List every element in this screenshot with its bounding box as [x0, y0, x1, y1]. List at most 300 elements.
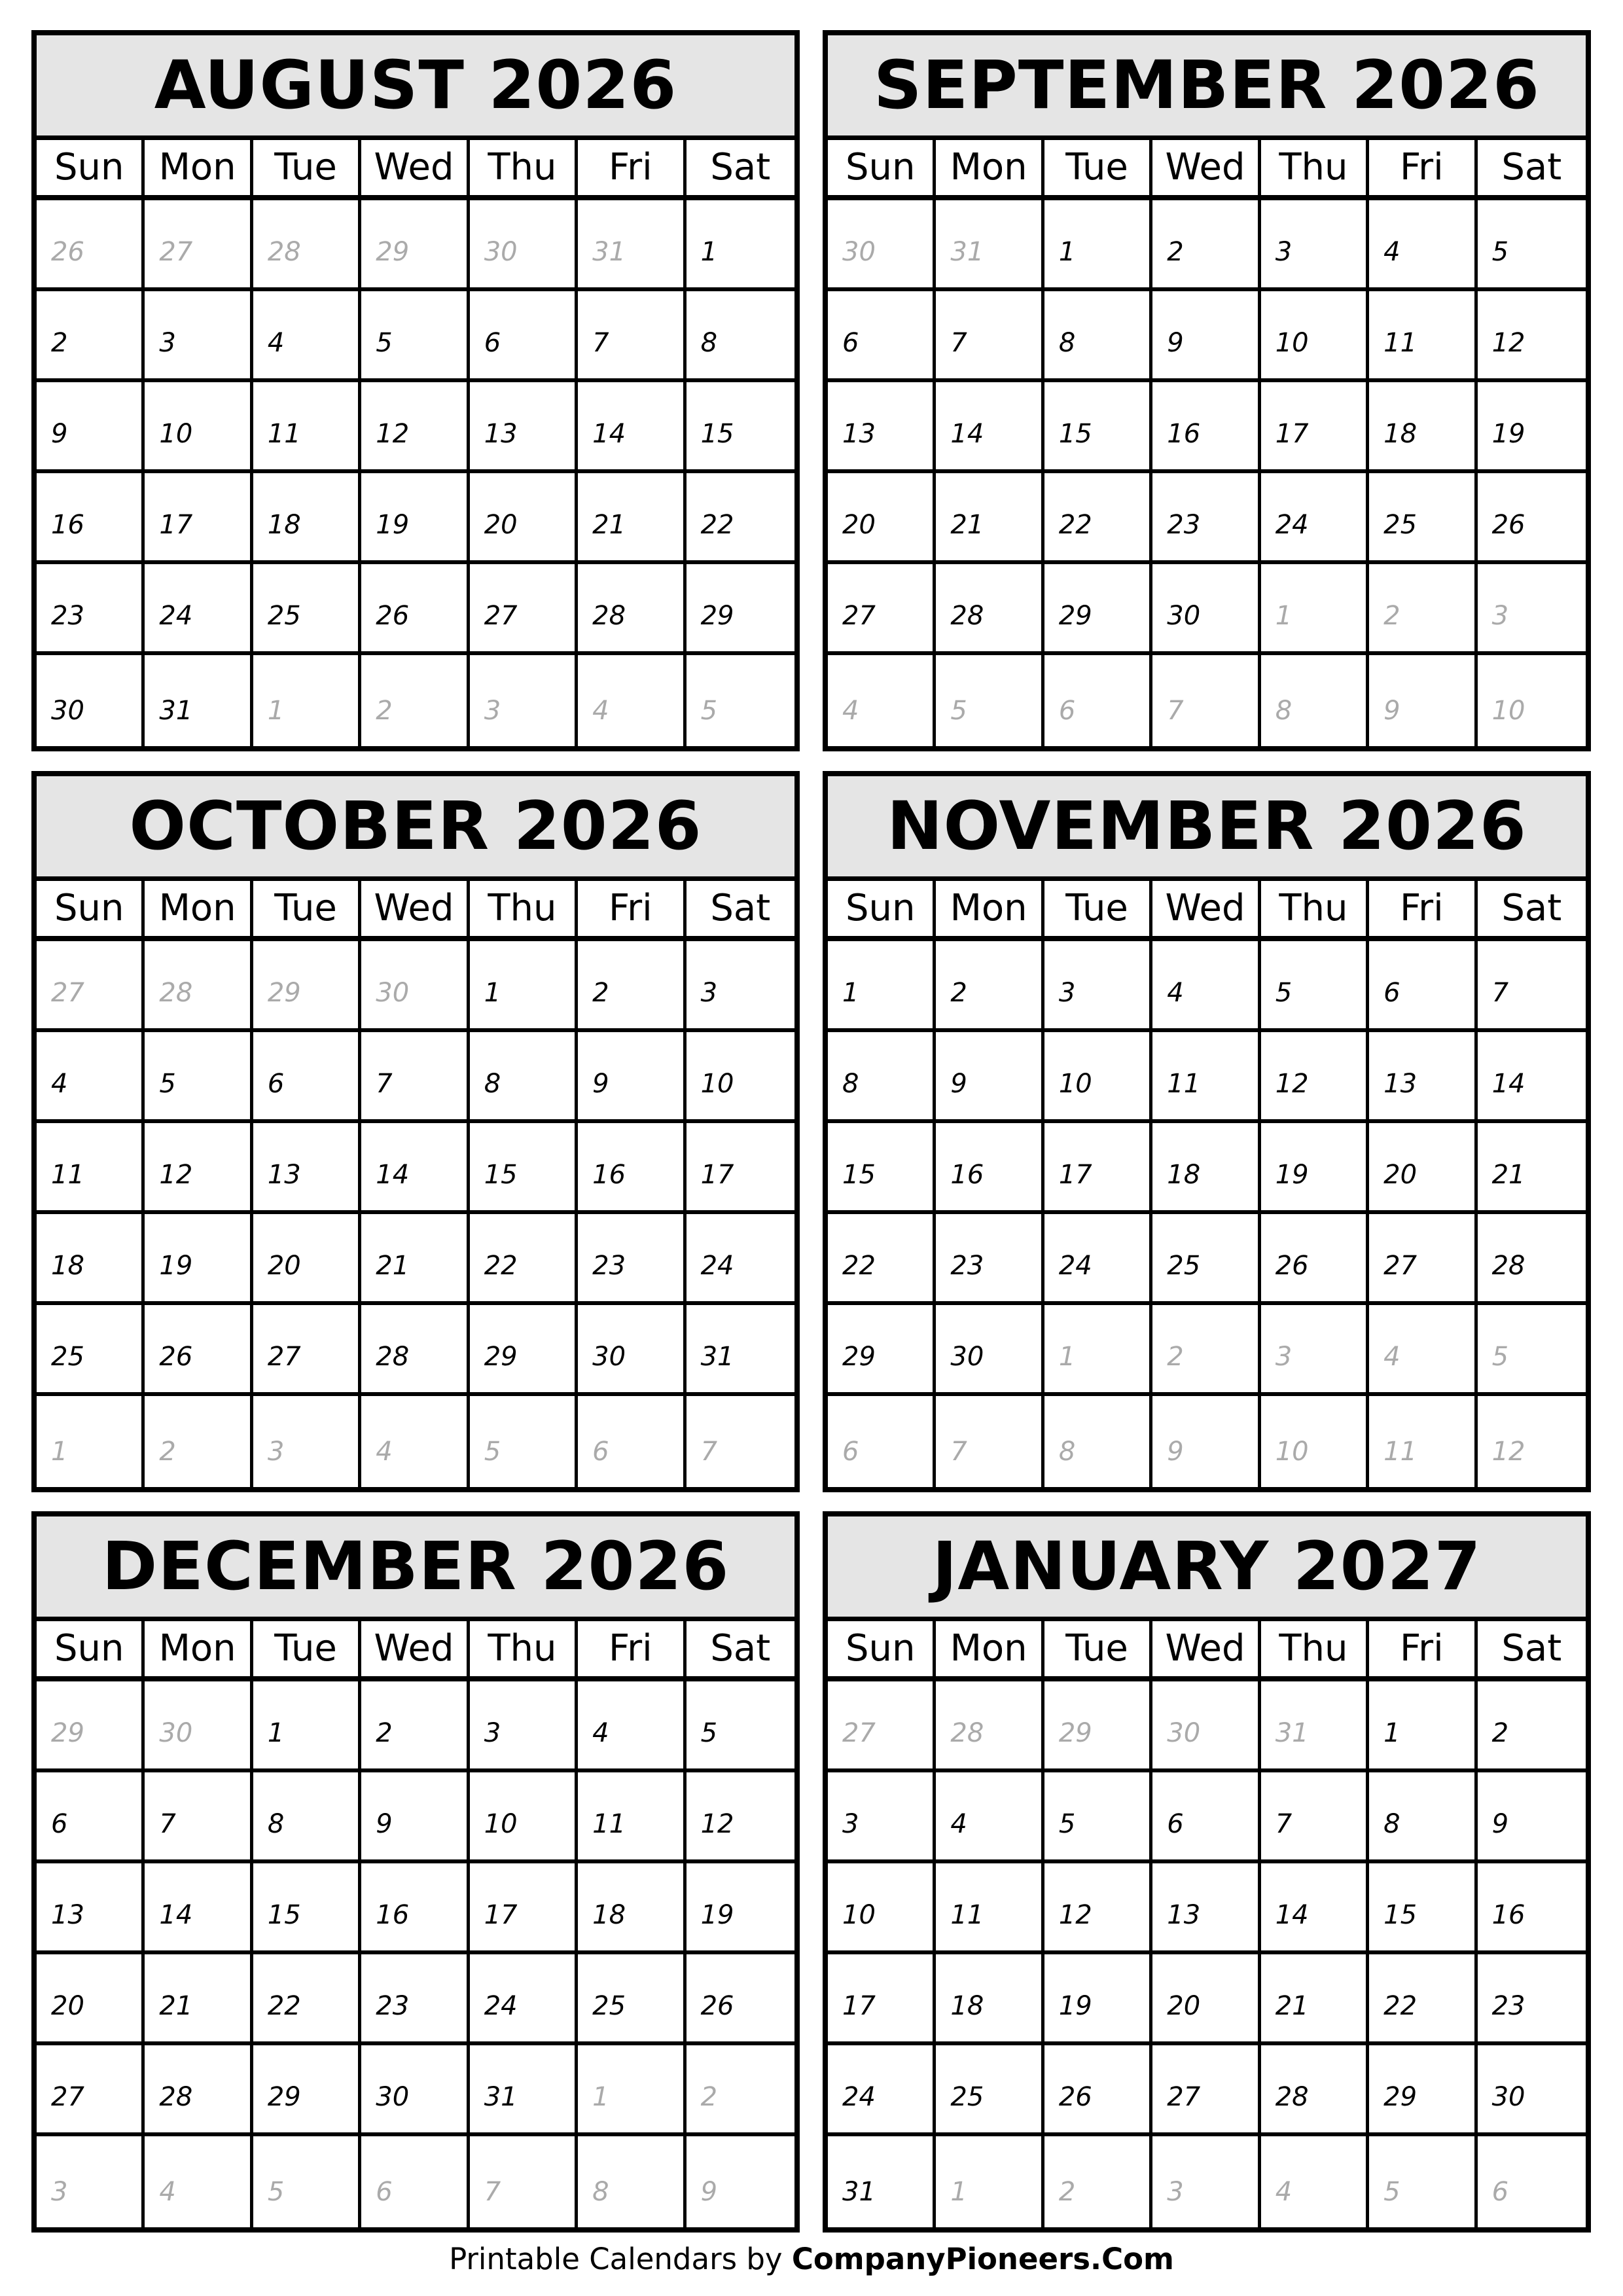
date-cell: [1261, 1214, 1369, 1305]
date-cell: [145, 1214, 253, 1305]
date-cell: [1152, 1954, 1260, 2045]
date-cell: [687, 1214, 794, 1305]
date-cell-adjacent-month: [1152, 1305, 1260, 1396]
date-cell-adjacent-month: [361, 941, 469, 1032]
date-cell: [1478, 291, 1586, 382]
date-number: 11: [1383, 328, 1418, 358]
date-number: 12: [159, 1160, 193, 1190]
date-number: 17: [1058, 1160, 1092, 1190]
date-cell: [936, 473, 1044, 564]
date-number: 24: [484, 1991, 518, 2021]
weekday-header-row: [828, 140, 1586, 200]
weekday-header-row: [828, 881, 1586, 941]
date-cell: [936, 382, 1044, 473]
date-cell: [1478, 1681, 1586, 1772]
date-cell: [1261, 1772, 1369, 1863]
date-cell: [1478, 1032, 1586, 1123]
date-number: 28: [1275, 2082, 1309, 2112]
date-number: 5: [267, 2177, 285, 2207]
date-number: 29: [1058, 1718, 1092, 1748]
date-cell: [1044, 564, 1152, 655]
date-number: 4: [1167, 978, 1184, 1008]
date-number: 18: [950, 1991, 984, 2021]
date-cell-adjacent-month: [578, 2136, 686, 2227]
date-number: 28: [592, 601, 626, 631]
date-number: 16: [1167, 419, 1201, 449]
date-cell: [1044, 473, 1152, 564]
date-number: 19: [159, 1251, 193, 1281]
date-number: 31: [592, 237, 626, 267]
date-number: 20: [842, 510, 876, 540]
date-number: 28: [267, 237, 301, 267]
date-number: 4: [1383, 1342, 1400, 1372]
date-cell: [1152, 941, 1260, 1032]
date-cell: [253, 382, 361, 473]
date-cell: [145, 564, 253, 655]
month-calendar: [31, 30, 800, 751]
date-cell: [1044, 1032, 1152, 1123]
date-number: 26: [376, 601, 410, 631]
date-cell: [253, 1681, 361, 1772]
date-number: 29: [484, 1342, 518, 1372]
date-number: 17: [842, 1991, 876, 2021]
date-number: 31: [842, 2177, 876, 2207]
date-cell: [578, 382, 686, 473]
date-number: 19: [700, 1900, 734, 1930]
date-number: 30: [1167, 601, 1201, 631]
date-number: 6: [842, 1437, 859, 1467]
date-number: 9: [592, 1069, 609, 1099]
date-number: 19: [1058, 1991, 1092, 2021]
date-cell-adjacent-month: [145, 1396, 253, 1487]
date-number: 7: [159, 1809, 176, 1839]
date-cell: [1369, 291, 1477, 382]
date-number: 2: [376, 696, 393, 726]
date-cell: [936, 291, 1044, 382]
date-number: 17: [159, 510, 193, 540]
date-cell: [470, 941, 578, 1032]
date-cell: [1152, 564, 1260, 655]
date-number: 2: [159, 1437, 176, 1467]
date-cell: [253, 1214, 361, 1305]
date-number: 15: [267, 1900, 301, 1930]
date-cell: [1152, 1863, 1260, 1954]
date-number: 10: [842, 1900, 876, 1930]
date-cell: [687, 473, 794, 564]
date-cell-adjacent-month: [361, 200, 469, 291]
date-cell: [936, 1772, 1044, 1863]
date-number: 27: [484, 601, 518, 631]
date-number: 30: [51, 696, 84, 726]
date-number: 5: [1491, 237, 1509, 267]
date-number: 20: [1167, 1991, 1201, 2021]
date-number: 2: [1167, 1342, 1184, 1372]
date-number: 21: [1491, 1160, 1525, 1190]
date-cell: [1152, 1123, 1260, 1214]
date-number: 7: [1491, 978, 1509, 1008]
date-cell: [1261, 382, 1369, 473]
weekday-header-row: [37, 140, 794, 200]
date-cell: [828, 473, 936, 564]
date-number: 7: [950, 328, 967, 358]
date-cell: [361, 1123, 469, 1214]
date-cell-adjacent-month: [1152, 655, 1260, 746]
date-number: 30: [1491, 2082, 1525, 2112]
date-number: 10: [159, 419, 193, 449]
date-cell-adjacent-month: [687, 655, 794, 746]
date-number: 9: [700, 2177, 718, 2207]
date-number: 10: [700, 1069, 734, 1099]
date-number: 11: [1383, 1437, 1418, 1467]
date-number: 2: [51, 328, 68, 358]
date-number: 7: [1275, 1809, 1293, 1839]
date-number: 26: [159, 1342, 193, 1372]
footer-credit: [0, 2241, 1623, 2278]
date-cell: [37, 291, 145, 382]
date-cell: [1478, 1214, 1586, 1305]
date-grid: [828, 200, 1586, 746]
date-cell-adjacent-month: [578, 1396, 686, 1487]
date-cell: [828, 382, 936, 473]
date-cell: [253, 1032, 361, 1123]
date-cell: [936, 941, 1044, 1032]
date-cell: [1044, 200, 1152, 291]
date-cell: [1044, 1123, 1152, 1214]
date-number: 9: [950, 1069, 967, 1099]
date-cell: [361, 1863, 469, 1954]
date-number: 16: [592, 1160, 626, 1190]
date-cell-adjacent-month: [1044, 1305, 1152, 1396]
date-cell: [1369, 941, 1477, 1032]
date-number: 4: [842, 696, 859, 726]
date-cell: [1044, 1954, 1152, 2045]
date-cell-adjacent-month: [253, 655, 361, 746]
date-number: 25: [267, 601, 301, 631]
weekday-label: Fri: [1369, 881, 1477, 936]
date-cell: [37, 1954, 145, 2045]
date-cell-adjacent-month: [1478, 2136, 1586, 2227]
date-cell: [470, 1214, 578, 1305]
date-number: 10: [1058, 1069, 1092, 1099]
date-number: 7: [592, 328, 609, 358]
date-number: 5: [700, 1718, 718, 1748]
date-cell: [828, 1863, 936, 1954]
date-number: 29: [1058, 601, 1092, 631]
date-cell-adjacent-month: [828, 1681, 936, 1772]
date-number: 3: [1275, 237, 1293, 267]
date-number: 31: [700, 1342, 734, 1372]
date-number: 28: [1491, 1251, 1525, 1281]
date-number: 3: [484, 696, 501, 726]
date-cell-adjacent-month: [1369, 1396, 1477, 1487]
date-cell: [578, 1214, 686, 1305]
date-cell: [470, 473, 578, 564]
weekday-label: Sun: [37, 881, 145, 936]
date-number: 24: [700, 1251, 734, 1281]
date-number: 5: [1383, 2177, 1400, 2207]
date-number: 6: [842, 328, 859, 358]
date-cell: [936, 1954, 1044, 2045]
date-cell: [1152, 2045, 1260, 2136]
date-cell: [687, 564, 794, 655]
date-number: 7: [484, 2177, 501, 2207]
date-cell: [936, 1305, 1044, 1396]
date-number: 5: [484, 1437, 501, 1467]
date-number: 17: [700, 1160, 734, 1190]
date-cell-adjacent-month: [936, 1396, 1044, 1487]
date-cell: [37, 1772, 145, 1863]
date-number: 23: [950, 1251, 984, 1281]
date-number: 21: [1275, 1991, 1309, 2021]
date-cell: [936, 564, 1044, 655]
date-number: 1: [267, 696, 285, 726]
date-number: 26: [1275, 1251, 1309, 1281]
date-cell: [828, 1123, 936, 1214]
date-number: 21: [376, 1251, 410, 1281]
date-cell-adjacent-month: [1152, 1681, 1260, 1772]
date-cell: [1478, 2045, 1586, 2136]
date-cell-adjacent-month: [145, 2136, 253, 2227]
date-number: 28: [950, 601, 984, 631]
date-number: 5: [1275, 978, 1293, 1008]
date-number: 27: [159, 237, 193, 267]
date-number: 31: [484, 2082, 518, 2112]
date-grid: [37, 941, 794, 1487]
date-cell-adjacent-month: [1369, 1305, 1477, 1396]
date-number: 6: [376, 2177, 393, 2207]
date-number: 14: [159, 1900, 193, 1930]
date-cell: [37, 655, 145, 746]
date-cell-adjacent-month: [1044, 1396, 1152, 1487]
date-cell: [361, 1954, 469, 2045]
date-cell-adjacent-month: [1044, 2136, 1152, 2227]
month-title: AUGUST 2026: [37, 35, 794, 140]
date-cell: [37, 1305, 145, 1396]
date-cell-adjacent-month: [578, 2045, 686, 2136]
date-cell-adjacent-month: [1261, 1681, 1369, 1772]
date-cell: [1044, 382, 1152, 473]
date-number: 15: [1383, 1900, 1418, 1930]
date-cell-adjacent-month: [1044, 655, 1152, 746]
date-cell: [361, 1214, 469, 1305]
date-number: 31: [159, 696, 193, 726]
date-number: 9: [1167, 328, 1184, 358]
date-number: 12: [1058, 1900, 1092, 1930]
weekday-label: Thu: [470, 1621, 578, 1676]
date-number: 22: [1058, 510, 1092, 540]
date-cell-adjacent-month: [1261, 1305, 1369, 1396]
date-number: 24: [842, 2082, 876, 2112]
date-cell: [1478, 200, 1586, 291]
date-number: 6: [1491, 2177, 1509, 2207]
date-number: 3: [1058, 978, 1076, 1008]
date-number: 16: [950, 1160, 984, 1190]
date-number: 9: [1491, 1809, 1509, 1839]
weekday-label: Tue: [253, 1621, 361, 1676]
date-cell: [828, 1954, 936, 2045]
date-cell: [687, 200, 794, 291]
weekday-label: Tue: [253, 140, 361, 195]
date-number: 3: [1275, 1342, 1293, 1372]
date-cell: [361, 382, 469, 473]
date-cell: [1369, 473, 1477, 564]
date-number: 1: [1058, 237, 1076, 267]
date-number: 16: [1491, 1900, 1525, 1930]
date-cell: [1152, 291, 1260, 382]
date-cell: [37, 1214, 145, 1305]
date-number: 18: [51, 1251, 84, 1281]
date-grid: [828, 1681, 1586, 2227]
weekday-label: Fri: [578, 1621, 686, 1676]
date-cell: [687, 1863, 794, 1954]
date-number: 19: [1491, 419, 1525, 449]
date-number: 28: [376, 1342, 410, 1372]
date-cell-adjacent-month: [936, 655, 1044, 746]
date-number: 26: [700, 1991, 734, 2021]
date-number: 30: [1167, 1718, 1201, 1748]
date-number: 12: [700, 1809, 734, 1839]
date-cell: [1369, 382, 1477, 473]
date-number: 4: [592, 696, 609, 726]
date-number: 4: [267, 328, 285, 358]
weekday-label: Sat: [1501, 887, 1562, 929]
date-cell: [361, 1305, 469, 1396]
date-number: 1: [1058, 1342, 1076, 1372]
date-number: 23: [51, 601, 84, 631]
date-number: 26: [51, 237, 84, 267]
date-number: 4: [1383, 237, 1400, 267]
date-number: 2: [1167, 237, 1184, 267]
date-cell: [1261, 1123, 1369, 1214]
date-cell: [1369, 1123, 1477, 1214]
date-number: 16: [376, 1900, 410, 1930]
date-cell: [936, 1032, 1044, 1123]
date-number: 1: [51, 1437, 68, 1467]
date-cell: [1478, 1123, 1586, 1214]
date-number: 29: [51, 1718, 84, 1748]
date-number: 1: [1383, 1718, 1400, 1748]
weekday-label: Sun: [37, 1621, 145, 1676]
date-number: 8: [1383, 1809, 1400, 1839]
date-number: 8: [592, 2177, 609, 2207]
date-number: 5: [950, 696, 967, 726]
footer-brand: CompanyPioneers.Com: [791, 2242, 1174, 2276]
date-number: 27: [1383, 1251, 1418, 1281]
date-number: 3: [700, 978, 718, 1008]
date-number: 29: [842, 1342, 876, 1372]
date-number: 27: [51, 2082, 84, 2112]
date-number: 11: [1167, 1069, 1201, 1099]
date-cell: [578, 1863, 686, 1954]
date-number: 30: [592, 1342, 626, 1372]
date-number: 16: [51, 510, 84, 540]
date-number: 5: [1058, 1809, 1076, 1839]
date-cell: [578, 1954, 686, 2045]
date-cell: [145, 2045, 253, 2136]
date-number: 13: [51, 1900, 84, 1930]
date-cell-adjacent-month: [37, 1396, 145, 1487]
date-number: 30: [159, 1718, 193, 1748]
date-cell-adjacent-month: [1261, 655, 1369, 746]
weekday-label: Sat: [710, 1627, 771, 1670]
date-number: 5: [700, 696, 718, 726]
date-cell: [470, 1863, 578, 1954]
date-number: 3: [484, 1718, 501, 1748]
date-number: 30: [950, 1342, 984, 1372]
month-title: JANUARY 2027: [828, 1516, 1586, 1621]
date-cell: [687, 1772, 794, 1863]
date-number: 31: [1275, 1718, 1309, 1748]
date-number: 19: [1275, 1160, 1309, 1190]
date-cell-adjacent-month: [145, 941, 253, 1032]
date-number: 31: [950, 237, 984, 267]
date-grid: [37, 200, 794, 746]
date-number: 14: [950, 419, 984, 449]
date-cell: [1044, 1772, 1152, 1863]
date-number: 25: [51, 1342, 84, 1372]
date-cell: [1044, 1863, 1152, 1954]
weekday-label: Fri: [1369, 1621, 1477, 1676]
month-title: SEPTEMBER 2026: [828, 35, 1586, 140]
month-title: DECEMBER 2026: [37, 1516, 794, 1621]
date-cell-adjacent-month: [470, 2136, 578, 2227]
date-grid: [37, 1681, 794, 2227]
date-cell-adjacent-month: [687, 2045, 794, 2136]
date-number: 11: [267, 419, 301, 449]
date-cell: [1152, 1772, 1260, 1863]
weekday-label: Wed: [361, 1621, 469, 1676]
date-cell-adjacent-month: [253, 1396, 361, 1487]
date-number: 8: [1275, 696, 1293, 726]
date-cell: [1369, 1772, 1477, 1863]
date-number: 14: [1491, 1069, 1525, 1099]
weekday-label: Wed: [1152, 881, 1260, 936]
date-cell: [145, 382, 253, 473]
date-number: 1: [484, 978, 501, 1008]
date-cell-adjacent-month: [578, 200, 686, 291]
date-cell: [37, 564, 145, 655]
date-cell: [936, 1214, 1044, 1305]
date-number: 7: [1167, 696, 1184, 726]
date-cell: [1478, 1954, 1586, 2045]
date-cell: [687, 382, 794, 473]
date-cell: [1261, 200, 1369, 291]
weekday-label: Sat: [1501, 1627, 1562, 1670]
date-number: 25: [950, 2082, 984, 2112]
date-cell-adjacent-month: [361, 2136, 469, 2227]
date-number: 20: [484, 510, 518, 540]
date-cell: [828, 1214, 936, 1305]
weekday-header-row: [828, 1621, 1586, 1681]
date-cell: [1369, 200, 1477, 291]
date-number: 4: [376, 1437, 393, 1467]
date-cell-adjacent-month: [37, 941, 145, 1032]
date-cell: [1261, 2045, 1369, 2136]
date-number: 29: [1383, 2082, 1418, 2112]
date-cell: [361, 1681, 469, 1772]
date-cell: [470, 1305, 578, 1396]
date-number: 10: [1275, 1437, 1309, 1467]
date-cell: [578, 1123, 686, 1214]
date-number: 1: [1275, 601, 1293, 631]
month-calendar: [823, 771, 1591, 1492]
date-number: 4: [1275, 2177, 1293, 2207]
date-cell-adjacent-month: [687, 2136, 794, 2227]
date-cell: [37, 473, 145, 564]
date-number: 11: [950, 1900, 984, 1930]
date-cell: [578, 473, 686, 564]
date-number: 24: [1058, 1251, 1092, 1281]
